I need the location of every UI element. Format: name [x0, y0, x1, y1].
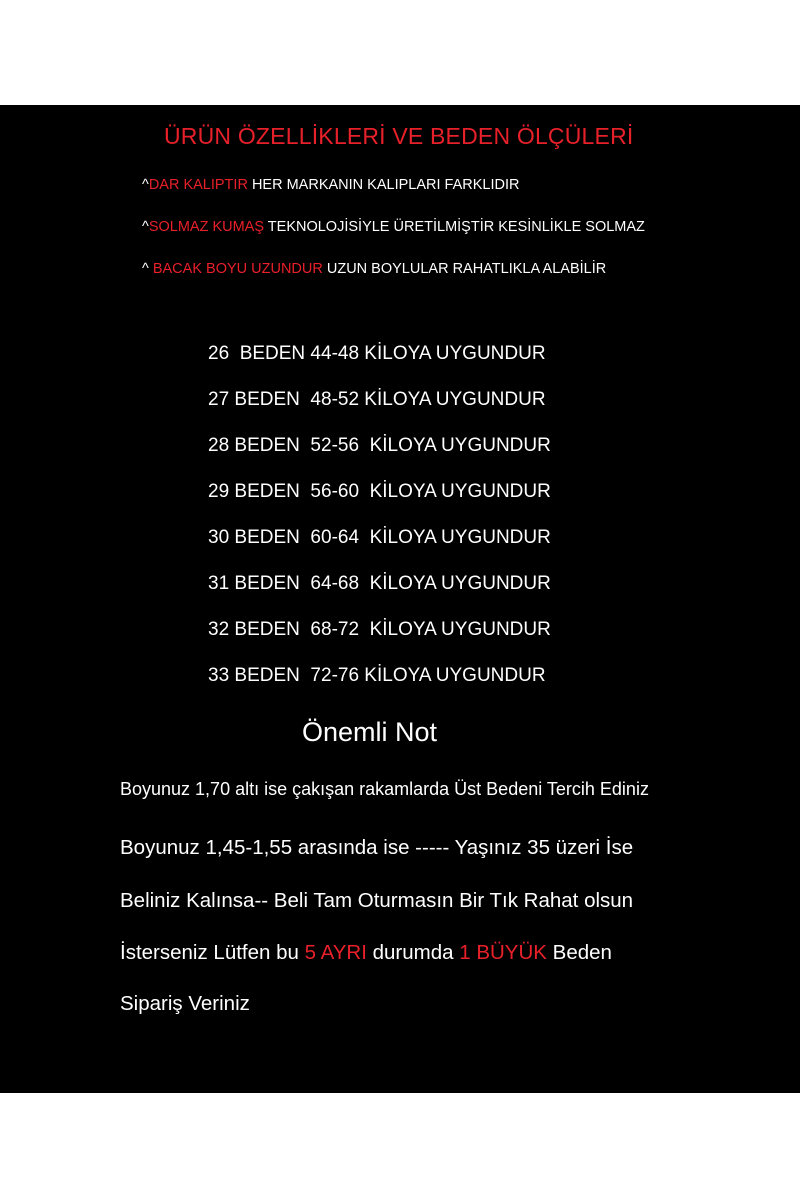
feature-text: UZUN BOYLULAR RAHATLIKLA ALABİLİR [322, 261, 607, 277]
size-row-27: 27 BEDEN 48-52 KİLOYA UYGUNDUR [208, 389, 546, 410]
feature-line-leg-length [142, 261, 606, 277]
size-row-26: 26 BEDEN 44-48 KİLOYA UYGUNDUR [208, 343, 546, 364]
note-highlight-count: 5 AYRI [304, 941, 367, 964]
feature-text: HER MARKANIN KALIPLARI FARKLIDIR [247, 177, 520, 193]
feature-text: TEKNOLOJİSİYLE ÜRETİLMİŞTİR KESİNLİKLE SOLMAZ [264, 219, 645, 235]
note-highlight-size: 1 BÜYÜK [459, 941, 547, 964]
feature-line-fit [142, 177, 519, 193]
page-title: ÜRÜN ÖZELLİKLERİ VE BEDEN ÖLÇÜLERİ [164, 123, 634, 149]
info-panel [0, 105, 800, 1093]
note-text: durumda [366, 941, 460, 964]
note-line-4 [120, 941, 612, 965]
caret-marker: ^ [142, 177, 149, 193]
note-text: İsterseniz Lütfen bu [120, 941, 305, 964]
note-line-3: Beliniz Kalınsa-- Beli Tam Oturmasın Bir Tık Rahat olsun [120, 889, 634, 912]
size-row-33: 33 BEDEN 72-76 KİLOYA UYGUNDUR [208, 665, 546, 686]
feature-highlight: SOLMAZ KUMAŞ [148, 219, 265, 235]
size-row-30: 30 BEDEN 60-64 KİLOYA UYGUNDUR [208, 527, 551, 548]
note-line-2: Boyunuz 1,45-1,55 arasında ise ----- Yaşınız 35 üzeri İse [120, 836, 634, 859]
feature-highlight: DAR KALIPTIR [148, 177, 248, 193]
size-row-31: 31 BEDEN 64-68 KİLOYA UYGUNDUR [208, 573, 551, 594]
note-text: Beden [546, 941, 612, 964]
size-row-28: 28 BEDEN 52-56 KİLOYA UYGUNDUR [208, 435, 551, 456]
feature-highlight: BACAK BOYU UZUNDUR [152, 261, 323, 277]
caret-marker: ^ [142, 261, 153, 277]
caret-marker: ^ [142, 219, 149, 235]
size-row-29: 29 BEDEN 56-60 KİLOYA UYGUNDUR [208, 481, 551, 502]
feature-line-fabric [142, 219, 645, 235]
note-heading: Önemli Not [302, 717, 438, 747]
note-line-1: Boyunuz 1,70 altı ise çakışan rakamlarda Üst Bedeni Tercih Ediniz [120, 779, 649, 799]
note-line-5: Sipariş Veriniz [120, 992, 250, 1015]
size-row-32: 32 BEDEN 68-72 KİLOYA UYGUNDUR [208, 619, 551, 640]
